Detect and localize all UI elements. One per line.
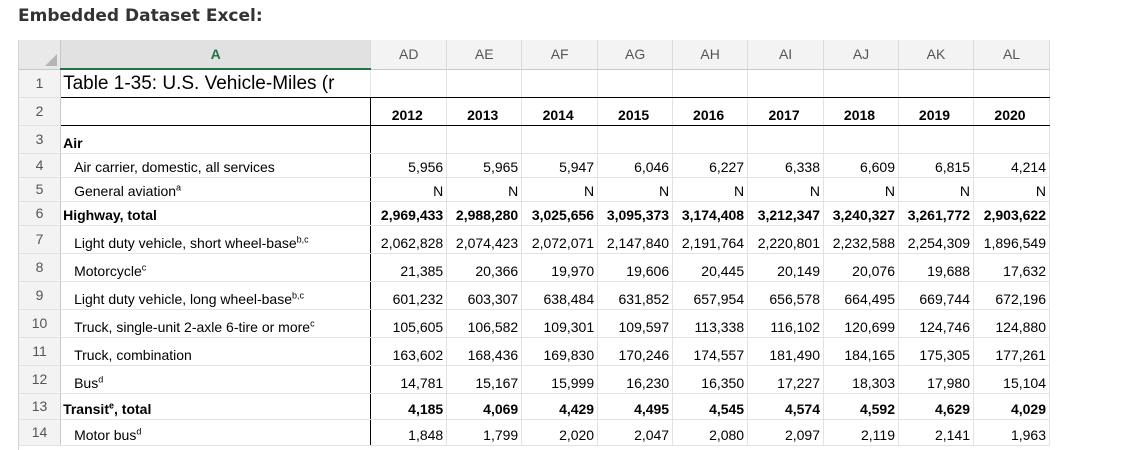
spreadsheet-grid[interactable] (18, 40, 1050, 450)
row-label-cell[interactable]: Transit$^e$, total (61, 393, 371, 419)
value-cell[interactable]: 4,029 (974, 393, 1050, 419)
row-header-4[interactable]: 4 (19, 153, 61, 177)
value-cell[interactable]: 124,746 (899, 309, 974, 337)
row-header-13[interactable]: 13 (19, 393, 61, 419)
cell[interactable] (899, 69, 974, 97)
value-cell[interactable]: 5,956 (371, 153, 447, 177)
value-cell[interactable]: 664,495 (824, 281, 899, 309)
footnote-marker: b,c (292, 289, 305, 300)
select-all-corner[interactable] (19, 40, 61, 69)
page-title: Embedded Dataset Excel: (18, 6, 263, 26)
column-header-af[interactable]: AF (522, 40, 598, 69)
value-cell[interactable]: 2,969,433 (371, 201, 447, 225)
value-cell[interactable]: N (598, 177, 673, 201)
table-row (19, 281, 1050, 309)
value-cell[interactable]: 2,119 (824, 419, 899, 445)
value-cell[interactable]: 15,999 (522, 365, 598, 393)
table-row (19, 365, 1050, 393)
value-cell[interactable]: N (673, 177, 748, 201)
value-cell[interactable]: 2,080 (673, 419, 748, 445)
value-cell[interactable]: 163,602 (371, 337, 447, 365)
value-cell[interactable]: 2,047 (598, 419, 673, 445)
value-cell[interactable]: N (899, 177, 974, 201)
cell[interactable] (974, 69, 1050, 97)
value-cell[interactable]: 1,963 (974, 419, 1050, 445)
value-cell[interactable]: N (522, 177, 598, 201)
value-cell[interactable]: 4,574 (748, 393, 824, 419)
value-cell[interactable]: 184,165 (824, 337, 899, 365)
value-cell[interactable] (824, 125, 899, 153)
row-label-cell[interactable]: General aviation$^a$ (61, 177, 371, 201)
table-row (19, 125, 1050, 153)
value-cell[interactable]: 657,954 (673, 281, 748, 309)
value-cell[interactable]: 20,076 (824, 253, 899, 281)
table-row (19, 393, 1050, 419)
row-label-cell[interactable]: Air (61, 125, 371, 153)
value-cell[interactable]: 16,230 (598, 365, 673, 393)
value-cell[interactable]: 4,069 (447, 393, 522, 419)
row-header-3[interactable]: 3 (19, 125, 61, 153)
value-cell[interactable]: 2,191,764 (673, 225, 748, 253)
value-cell[interactable] (447, 125, 522, 153)
value-cell[interactable]: 6,338 (748, 153, 824, 177)
value-cell[interactable] (598, 125, 673, 153)
value-cell[interactable] (522, 125, 598, 153)
value-cell[interactable]: N (447, 177, 522, 201)
year-header-cell[interactable]: 2015 (598, 97, 673, 125)
value-cell[interactable]: 6,815 (899, 153, 974, 177)
row-label-cell[interactable]: Motor bus$^d$ (61, 419, 371, 445)
value-cell[interactable]: 17,980 (899, 365, 974, 393)
value-cell[interactable]: 6,609 (824, 153, 899, 177)
value-cell[interactable]: 15,167 (447, 365, 522, 393)
row-label-cell[interactable]: Light duty vehicle, long wheel-base$^{b,c}$ (61, 281, 371, 309)
table-row (19, 201, 1050, 225)
value-cell[interactable]: 16,350 (673, 365, 748, 393)
row-header-7[interactable]: 7 (19, 225, 61, 253)
table-row (19, 309, 1050, 337)
value-cell[interactable]: 638,484 (522, 281, 598, 309)
row-header-9[interactable]: 9 (19, 281, 61, 309)
column-header-al[interactable]: AL (974, 40, 1050, 69)
column-header-ag[interactable]: AG (598, 40, 673, 69)
row-header-5[interactable]: 5 (19, 177, 61, 201)
value-cell[interactable]: 106,582 (447, 309, 522, 337)
value-cell[interactable] (748, 125, 824, 153)
table-row (19, 419, 1050, 445)
value-cell[interactable]: 14,781 (371, 365, 447, 393)
value-cell[interactable]: 1,848 (371, 419, 447, 445)
value-cell[interactable]: 4,429 (522, 393, 598, 419)
row-header-6[interactable]: 6 (19, 201, 61, 225)
value-cell[interactable]: 2,097 (748, 419, 824, 445)
row-label-cell[interactable]: Motorcycle$^c$ (61, 253, 371, 281)
cell[interactable] (673, 69, 748, 97)
column-header-ak[interactable]: AK (899, 40, 974, 69)
value-cell[interactable]: 3,261,772 (899, 201, 974, 225)
value-cell[interactable]: 631,852 (598, 281, 673, 309)
value-cell[interactable]: 168,436 (447, 337, 522, 365)
footnote-marker: a (176, 181, 182, 192)
value-cell[interactable]: 170,246 (598, 337, 673, 365)
value-cell[interactable]: 20,149 (748, 253, 824, 281)
table-row (19, 225, 1050, 253)
value-cell[interactable]: 105,605 (371, 309, 447, 337)
value-cell[interactable]: 17,632 (974, 253, 1050, 281)
row-label-cell[interactable]: Truck, single-unit 2-axle 6-tire or more$^c$ (61, 309, 371, 337)
value-cell[interactable]: 3,212,347 (748, 201, 824, 225)
table-row (19, 69, 1050, 97)
value-cell[interactable]: 18,303 (824, 365, 899, 393)
row-header-10[interactable]: 10 (19, 309, 61, 337)
row-header-11[interactable]: 11 (19, 337, 61, 365)
value-cell[interactable]: 4,495 (598, 393, 673, 419)
value-cell[interactable]: 124,880 (974, 309, 1050, 337)
column-header-ah[interactable]: AH (673, 40, 748, 69)
value-cell[interactable]: N (371, 177, 447, 201)
table-row (19, 97, 1050, 125)
cell[interactable] (824, 69, 899, 97)
table-row (19, 337, 1050, 365)
row-label-cell[interactable] (61, 97, 371, 125)
cell[interactable] (748, 69, 824, 97)
value-cell[interactable] (974, 125, 1050, 153)
row-header-2[interactable]: 2 (19, 97, 61, 125)
row-label-cell[interactable]: Highway, total (61, 201, 371, 225)
value-cell[interactable]: 169,830 (522, 337, 598, 365)
table-title-cell[interactable]: Table 1-35: U.S. Vehicle-Miles (r (61, 69, 371, 97)
value-cell[interactable] (899, 125, 974, 153)
value-cell[interactable]: 177,261 (974, 337, 1050, 365)
cell[interactable] (447, 69, 522, 97)
year-header-cell[interactable]: 2012 (371, 97, 447, 125)
value-cell[interactable]: 19,970 (522, 253, 598, 281)
value-cell[interactable]: 656,578 (748, 281, 824, 309)
value-cell[interactable]: 109,301 (522, 309, 598, 337)
row-label-cell[interactable]: Air carrier, domestic, all services (61, 153, 371, 177)
value-cell[interactable]: 19,688 (899, 253, 974, 281)
value-cell[interactable]: 113,338 (673, 309, 748, 337)
value-cell[interactable]: 109,597 (598, 309, 673, 337)
value-cell[interactable]: 672,196 (974, 281, 1050, 309)
value-cell[interactable]: 20,445 (673, 253, 748, 281)
cell[interactable] (522, 69, 598, 97)
row-header-12[interactable]: 12 (19, 365, 61, 393)
column-header-aj[interactable]: AJ (824, 40, 899, 69)
year-header-cell[interactable]: 2020 (974, 97, 1050, 125)
column-header-ae[interactable]: AE (447, 40, 522, 69)
footnote-marker: c (310, 317, 315, 328)
value-cell[interactable]: 4,629 (899, 393, 974, 419)
footnote-marker: d (136, 425, 142, 436)
value-cell[interactable]: 2,903,622 (974, 201, 1050, 225)
value-cell[interactable]: 6,046 (598, 153, 673, 177)
value-cell[interactable] (371, 125, 447, 153)
value-cell[interactable]: 4,185 (371, 393, 447, 419)
value-cell[interactable]: 181,490 (748, 337, 824, 365)
year-header-cell[interactable]: 2018 (824, 97, 899, 125)
value-cell[interactable]: 3,174,408 (673, 201, 748, 225)
value-cell[interactable]: 3,025,656 (522, 201, 598, 225)
value-cell[interactable] (673, 125, 748, 153)
row-header-1[interactable]: 1 (19, 69, 61, 97)
value-cell[interactable]: 2,988,280 (447, 201, 522, 225)
table-row (19, 153, 1050, 177)
value-cell[interactable]: 120,699 (824, 309, 899, 337)
value-cell[interactable]: 2,062,828 (371, 225, 447, 253)
value-cell[interactable]: 2,220,801 (748, 225, 824, 253)
value-cell[interactable]: 5,947 (522, 153, 598, 177)
value-cell[interactable]: 601,232 (371, 281, 447, 309)
value-cell[interactable]: 4,592 (824, 393, 899, 419)
footnote-marker: c (141, 261, 147, 272)
cell[interactable] (371, 69, 447, 97)
year-header-cell[interactable]: 2013 (447, 97, 522, 125)
value-cell[interactable]: 2,072,071 (522, 225, 598, 253)
footnote-marker: d (98, 373, 104, 384)
column-header-ad[interactable]: AD (371, 40, 447, 69)
year-header-cell[interactable]: 2019 (899, 97, 974, 125)
value-cell[interactable]: 3,095,373 (598, 201, 673, 225)
value-cell[interactable]: 1,896,549 (974, 225, 1050, 253)
value-cell[interactable]: 2,232,588 (824, 225, 899, 253)
footnote-marker: e (108, 399, 114, 410)
table-row (19, 177, 1050, 201)
value-cell[interactable]: 4,545 (673, 393, 748, 419)
value-cell[interactable]: 5,965 (447, 153, 522, 177)
value-cell[interactable]: 2,020 (522, 419, 598, 445)
column-header-ai[interactable]: AI (748, 40, 824, 69)
value-cell[interactable]: 669,744 (899, 281, 974, 309)
row-label-cell[interactable]: Light duty vehicle, short wheel-base$^{b,c}$ (61, 225, 371, 253)
value-cell[interactable]: 1,799 (447, 419, 522, 445)
year-header-cell[interactable]: 2014 (522, 97, 598, 125)
value-cell[interactable]: 21,385 (371, 253, 447, 281)
row-header-14[interactable]: 14 (19, 419, 61, 445)
value-cell[interactable]: 15,104 (974, 365, 1050, 393)
table-row (19, 253, 1050, 281)
value-cell[interactable]: N (748, 177, 824, 201)
column-header-a[interactable]: A (61, 40, 371, 69)
value-cell[interactable]: 17,227 (748, 365, 824, 393)
row-label-cell[interactable]: Truck, combination (61, 337, 371, 365)
value-cell[interactable]: 175,305 (899, 337, 974, 365)
row-header-8[interactable]: 8 (19, 253, 61, 281)
year-header-cell[interactable]: 2016 (673, 97, 748, 125)
value-cell[interactable]: 20,366 (447, 253, 522, 281)
value-cell[interactable]: 4,214 (974, 153, 1050, 177)
footnote-marker: b,c (296, 233, 309, 244)
value-cell[interactable]: 603,307 (447, 281, 522, 309)
year-header-cell[interactable]: 2017 (748, 97, 824, 125)
data-table (19, 40, 1050, 446)
value-cell[interactable]: 174,557 (673, 337, 748, 365)
value-cell[interactable]: N (974, 177, 1050, 201)
row-label-cell[interactable]: Bus$^d$ (61, 365, 371, 393)
value-cell[interactable]: 116,102 (748, 309, 824, 337)
cell[interactable] (598, 69, 673, 97)
value-cell[interactable]: 2,141 (899, 419, 974, 445)
value-cell[interactable]: 3,240,327 (824, 201, 899, 225)
value-cell[interactable]: 2,074,423 (447, 225, 522, 253)
value-cell[interactable]: N (824, 177, 899, 201)
value-cell[interactable]: 6,227 (673, 153, 748, 177)
value-cell[interactable]: 2,147,840 (598, 225, 673, 253)
value-cell[interactable]: 19,606 (598, 253, 673, 281)
value-cell[interactable]: 2,254,309 (899, 225, 974, 253)
